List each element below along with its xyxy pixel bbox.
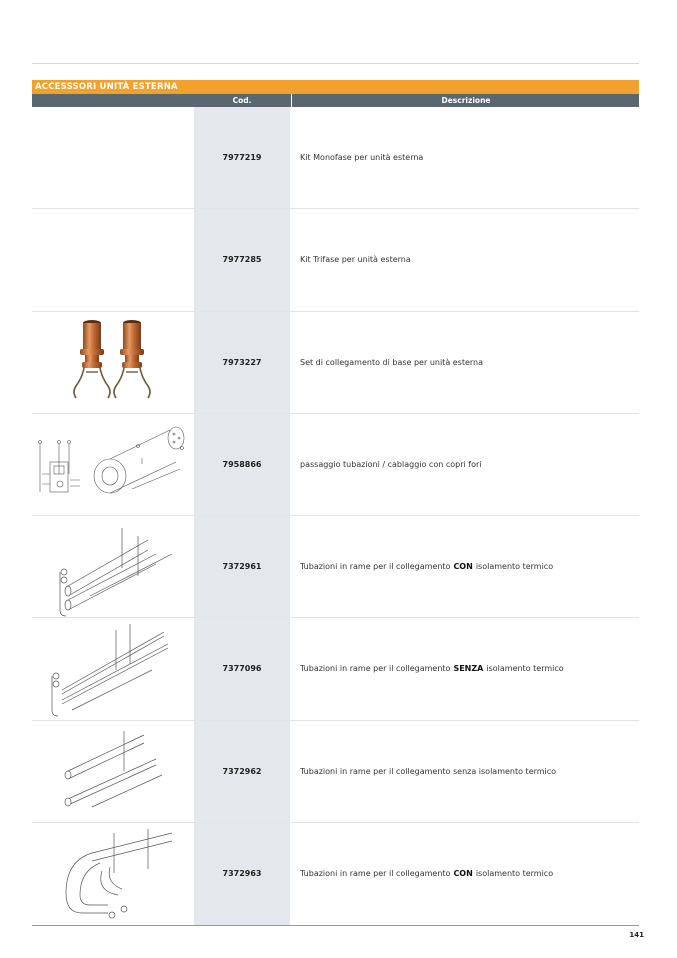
product-description [300,107,630,208]
description-text: isolamento termico [475,869,554,879]
description-text: Tubazioni in rame per il collegamento [300,664,451,674]
description-text: Set di collegamento di base per unità esterna [300,357,484,367]
top-divider [32,63,639,64]
description-text: Tubazioni in rame per il collegamento [300,562,451,572]
page-number: 141 [629,931,644,939]
table-row [32,107,639,209]
product-description [300,823,630,925]
table-row [32,618,639,720]
product-description [300,721,630,822]
product-code: 7377096 [222,664,262,674]
bent-insulated-pipes-drawing [32,823,194,925]
table-row [32,209,639,311]
product-code: 7372961 [222,562,262,572]
bottom-divider [32,925,639,926]
product-code: 7372962 [222,766,262,776]
description-text: Tubazioni in rame per il collegamento [300,869,451,879]
description-text: isolamento termico [486,664,564,674]
insulated-pipes-drawing [32,516,194,617]
description-text: Kit Monofase per unità esterna [300,153,424,163]
description-text: passaggio tubazioni / cablaggio con copri fori [300,459,482,469]
product-code: 7977285 [222,255,262,265]
product-code: 7973227 [222,357,262,367]
product-code: 7977219 [222,153,262,163]
accessories-table [32,107,639,925]
bare-pipes-drawing [32,618,194,719]
table-row [32,823,639,925]
description-text: isolamento termico [475,562,554,572]
table-row [32,516,639,618]
product-code: 7958866 [222,459,262,469]
product-image-empty [32,209,194,310]
wall-sleeve-drawing [32,414,194,515]
description-emphasis: CON [453,869,473,879]
table-row [32,312,639,414]
product-description [300,618,630,719]
table-header [32,94,639,107]
description-text: Tubazioni in rame per il collegamento senza isolamento termico [300,766,557,776]
description-emphasis: CON [453,562,473,572]
table-row [32,414,639,516]
product-description [300,516,630,617]
table-row [32,721,639,823]
section-title: ACCESSSORI UNITÀ ESTERNA [32,80,639,94]
product-description [300,312,630,413]
product-code: 7372963 [222,869,262,879]
product-description [300,209,630,310]
header-code: Cod. [232,96,252,105]
description-text: Kit Trifase per unità esterna [300,255,411,265]
product-description [300,414,630,515]
copper-fittings-image [32,312,194,413]
product-image-empty [32,107,194,208]
description-emphasis: SENZA [453,664,484,674]
straight-pipes-drawing [32,721,194,822]
header-description: Descrizione [291,94,640,107]
